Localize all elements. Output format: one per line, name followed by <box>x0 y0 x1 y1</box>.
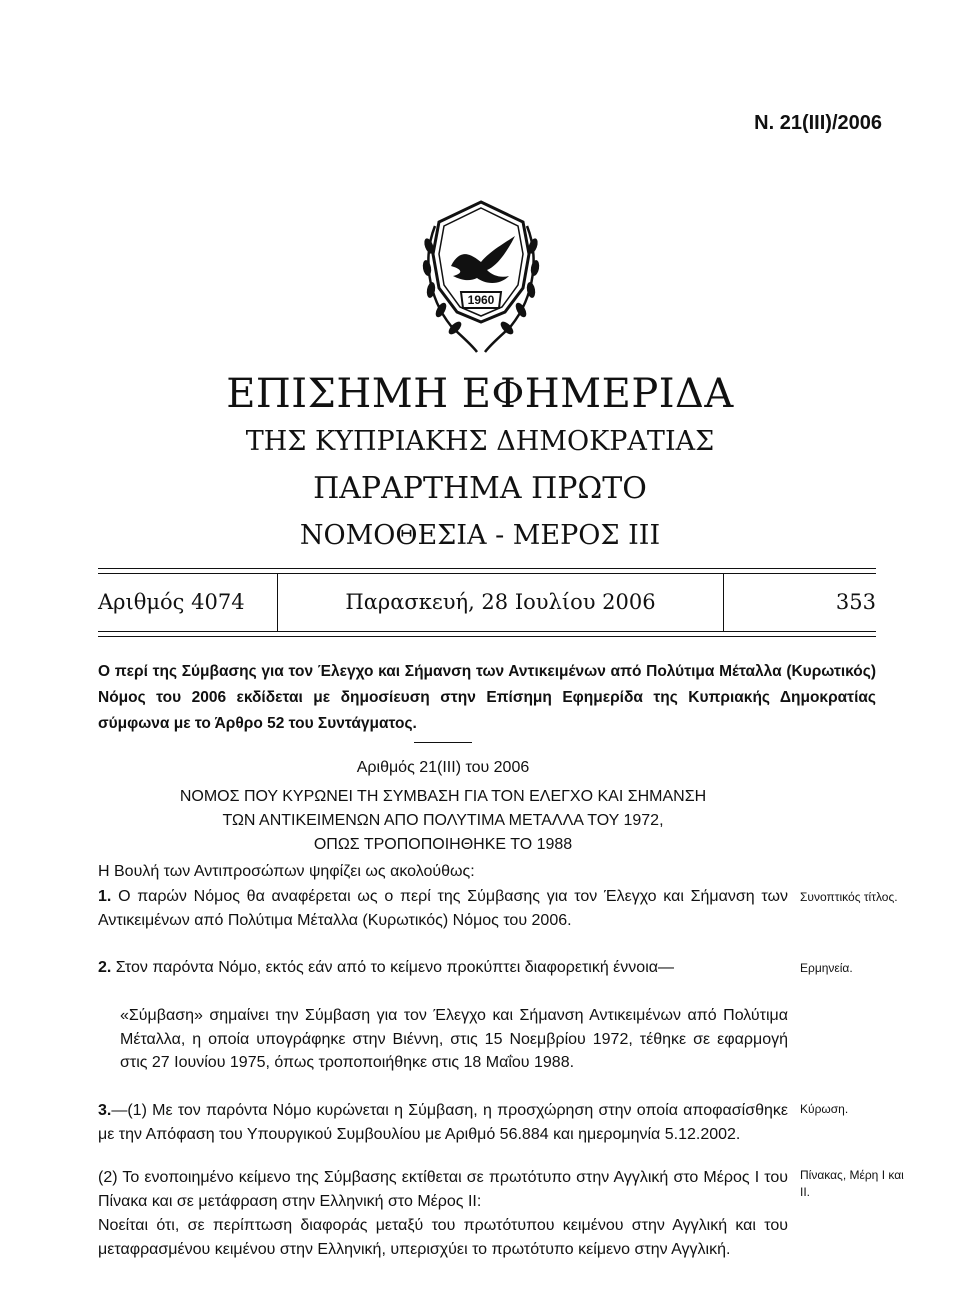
divider <box>98 568 876 569</box>
issue-date: Παρασκευή, 28 Ιουλίου 2006 <box>345 590 656 614</box>
margin-note: Ερμηνεία. <box>800 961 853 975</box>
definition-convention: «Σύμβαση» σημαίνει την Σύμβαση για τον Έλεγχο και Σήμανση Αντικειμένων από Πολύτιμα Μέταλλα, η οποία υπογράφηκε στην Βιέννη, στις 15 Νοεμβρίου 1972, τέθηκε σε εφαρμογή στις 27 Ιουνίου 1975, όπως τροποποιήθηκε στις 18 Μαΐου 1988. <box>120 1007 788 1071</box>
enacting-formula: Η Βουλή των Αντιπροσώπων ψηφίζει ως ακολούθως: <box>98 863 475 880</box>
divider <box>414 742 472 743</box>
section-number: 2. <box>98 959 112 976</box>
emblem-year: 1960 <box>467 293 495 307</box>
section-3-subsection-2: (2) Το ενοποιημένο κείμενο της Σύμβασης εκτίθεται σε πρωτότυπο στην Αγγλική στο Μέρος Ι του Πίνακα και σε μετάφραση στην Ελληνική στο Μέρος ΙΙ: <box>98 1169 788 1210</box>
supplement-title: ΠΑΡΑΡΤΗΜΑ ΠΡΩΤΟ <box>313 471 647 506</box>
section-text: —(1) Με τον παρόντα Νόμο κυρώνεται η Σύμβαση, η προσχώρηση στην οποία αποφασίσθηκε με την Απόφαση του Υπουργικού Συμβουλίου με Αριθμό 56.884 και ημερομηνία 5.12.2002. <box>98 1102 788 1143</box>
section-3 <box>98 1099 788 1146</box>
section-3-proviso: Νοείται ότι, σε περίπτωση διαφοράς μεταξύ του πρωτότυπου κειμένου στην Αγγλική και του μεταφρασμένου κειμένου στην Ελληνική, υπερισχύει το πρωτότυπο κείμενο στην Αγγλική. <box>98 1217 788 1258</box>
gazette-title: ΕΠΙΣΗΜΗ ΕΦΗΜΕΡΙΔΑ <box>226 371 734 417</box>
law-title-line: ΤΩΝ ΑΝΤΙΚΕΙΜΕΝΩΝ ΑΠΟ ΠΟΛΥΤΙΜΑ ΜΕΤΑΛΛΑ ΤΟΥ 1972, <box>222 812 664 829</box>
law-title-line: ΝΟΜΟΣ ΠΟΥ ΚΥΡΩΝΕΙ ΤΗ ΣΥΜΒΑΣΗ ΓΙΑ ΤΟΝ ΕΛΕΓΧΟ ΚΑΙ ΣΗΜΑΝΣΗ <box>179 788 707 805</box>
preamble: Ο περί της Σύμβασης για τον Έλεγχο και Σήμανση των Αντικειμένων από Πολύτιμα Μέταλλα (Κυρωτικός) Νόμος του 2006 εκδίδεται με δημοσίευση στην Επίσημη Εφημερίδα της Κυπριακής Δημοκρατίας σύμφωνα με το Άρθρο 52 του Συντάγματος. <box>98 663 876 732</box>
section-2 <box>98 956 788 980</box>
law-number-header: Ν. 21(III)/2006 <box>754 112 882 134</box>
margin-note: Συνοπτικός τίτλος. <box>800 890 898 904</box>
section-number: 1. <box>98 888 112 905</box>
margin-note: Πίνακας, Μέρη Ι και ΙΙ. <box>800 1168 904 1199</box>
section-1 <box>98 885 788 932</box>
law-number: Αριθμός 21(ΙΙΙ) του 2006 <box>356 759 530 776</box>
section-text: Ο παρών Νόμος θα αναφέρεται ως ο περί της Σύμβασης για τον Έλεγχο και Σήμανση των Αντικειμένων από Πολύτιμα Μέταλλα (Κυρωτικός) Νόμος του 2006. <box>98 888 788 929</box>
page-number: 353 <box>835 590 876 614</box>
law-title-line: ΟΠΩΣ ΤΡΟΠΟΠΟΙΗΘΗΚΕ ΤΟ 1988 <box>313 836 573 853</box>
divider <box>98 573 876 574</box>
section-number: 3. <box>98 1102 112 1119</box>
divider <box>98 636 876 637</box>
cyprus-emblem-dove-olive-icon <box>417 196 545 358</box>
legislation-part: ΝΟΜΟΘΕΣΙΑ - ΜΕΡΟΣ ΙΙΙ <box>299 520 661 551</box>
gazette-subtitle: ΤΗΣ ΚΥΠΡΙΑΚΗΣ ΔΗΜΟΚΡΑΤΙΑΣ <box>245 426 715 457</box>
section-text: Στον παρόντα Νόμο, εκτός εάν από το κείμενο προκύπτει διαφορετική έννοια— <box>111 959 675 976</box>
emblem-graphic <box>417 196 545 358</box>
divider <box>98 631 876 632</box>
margin-note: Κύρωση. <box>800 1102 849 1116</box>
issue-number: Αριθμός 4074 <box>98 590 245 614</box>
